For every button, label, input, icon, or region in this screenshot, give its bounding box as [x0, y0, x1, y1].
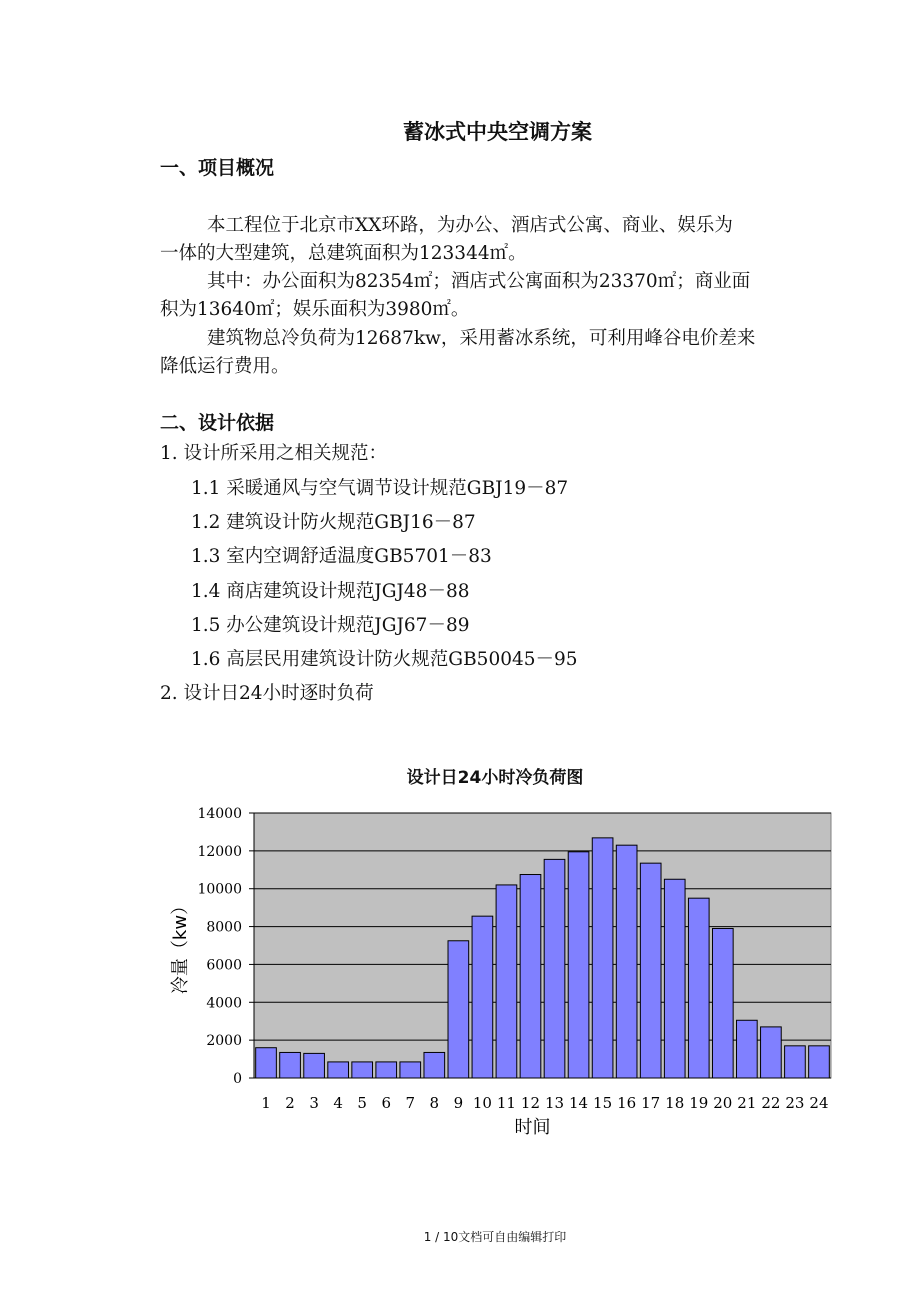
y-tick-label: 8000	[206, 919, 242, 936]
x-tick-label: 9	[453, 1094, 464, 1112]
bar	[376, 1062, 397, 1078]
x-tick-label: 16	[617, 1094, 637, 1112]
page-footer: 1 / 10文档可自由编辑打印	[423, 1230, 567, 1244]
x-tick-label: 6	[381, 1094, 392, 1112]
bar	[761, 1027, 782, 1078]
bar	[496, 885, 517, 1078]
x-tick-label: 2	[285, 1094, 295, 1112]
section-heading-basis: 二、设计依据	[160, 412, 275, 434]
y-tick-label: 12000	[197, 843, 242, 860]
cooling-load-bar-chart	[150, 795, 850, 1150]
y-axis-label: 冷量（kw）	[170, 896, 191, 995]
x-tick-label: 24	[809, 1094, 829, 1112]
x-tick-label: 3	[309, 1094, 319, 1112]
bar	[544, 859, 565, 1078]
list-subitem: 1.5 办公建筑设计规范JGJ67－89	[191, 615, 470, 636]
bar	[400, 1062, 421, 1078]
paragraph-line: 积为13640㎡；娱乐面积为3980㎡。	[160, 299, 470, 320]
bar	[688, 898, 709, 1078]
x-tick-label: 11	[496, 1094, 516, 1112]
bar	[472, 916, 493, 1078]
paragraph-line: 降低运行费用。	[160, 356, 290, 377]
bar	[592, 838, 613, 1078]
bar	[328, 1062, 349, 1078]
x-tick-label: 4	[333, 1094, 343, 1112]
bar	[352, 1062, 373, 1078]
paragraph-line: 本工程位于北京市XX环路，为办公、酒店式公寓、商业、娱乐为	[207, 215, 733, 236]
x-tick-label: 10	[472, 1094, 492, 1112]
list-subitem: 1.4 商店建筑设计规范JGJ48－88	[191, 581, 470, 602]
list-subitem: 1.2 建筑设计防火规范GBJ16－87	[191, 512, 476, 533]
page-title: 蓄冰式中央空调方案	[403, 120, 592, 144]
x-tick-label: 21	[737, 1094, 757, 1112]
section-heading-overview: 一、项目概况	[160, 157, 275, 179]
paragraph-line: 一体的大型建筑，总建筑面积为123344㎡。	[160, 243, 527, 264]
y-tick-label: 10000	[197, 881, 242, 898]
chart-title: 设计日24小时冷负荷图	[406, 768, 584, 788]
list-subitem: 1.6 高层民用建筑设计防火规范GB50045－95	[191, 649, 578, 670]
list-subitem: 1.1 采暖通风与空气调节设计规范GBJ19－87	[191, 478, 569, 499]
bar	[424, 1052, 445, 1078]
x-tick-label: 20	[713, 1094, 733, 1112]
x-tick-label: 22	[761, 1094, 781, 1112]
y-tick-label: 14000	[197, 806, 242, 822]
y-tick-label: 6000	[206, 957, 242, 974]
bar	[568, 852, 589, 1078]
x-tick-label: 5	[357, 1094, 367, 1112]
paragraph-line: 其中：办公面积为82354㎡；酒店式公寓面积为23370㎡；商业面	[207, 271, 751, 292]
x-tick-label: 14	[569, 1094, 589, 1112]
list-item: 2. 设计日24小时逐时负荷	[160, 683, 374, 704]
x-tick-label: 13	[544, 1094, 565, 1112]
bar	[304, 1053, 325, 1078]
x-tick-label: 12	[520, 1094, 541, 1112]
bar	[520, 875, 541, 1078]
x-tick-label: 15	[593, 1094, 613, 1112]
list-item: 1. 设计所采用之相关规范：	[160, 443, 388, 464]
bar	[280, 1052, 301, 1078]
x-axis-label: 时间	[514, 1117, 551, 1138]
bar	[785, 1046, 806, 1078]
bar	[664, 879, 685, 1078]
x-tick-label: 23	[785, 1094, 805, 1112]
bar	[256, 1048, 277, 1078]
bar	[712, 928, 733, 1078]
x-tick-label: 1	[261, 1094, 271, 1112]
x-tick-label: 7	[405, 1094, 416, 1112]
bar	[640, 863, 661, 1078]
bar	[616, 845, 637, 1078]
paragraph-line: 建筑物总冷负荷为12687kw，采用蓄冰系统，可利用峰谷电价差来	[207, 328, 756, 349]
bar	[448, 941, 469, 1078]
y-tick-label: 0	[233, 1071, 242, 1087]
x-tick-label: 17	[641, 1094, 661, 1112]
list-subitem: 1.3 室内空调舒适温度GB5701－83	[191, 546, 492, 567]
x-tick-label: 18	[665, 1094, 685, 1112]
x-tick-label: 8	[429, 1094, 440, 1112]
y-tick-label: 4000	[206, 995, 242, 1012]
x-tick-label: 19	[689, 1094, 709, 1112]
y-tick-label: 2000	[206, 1033, 242, 1050]
bar	[737, 1020, 758, 1078]
bar	[809, 1046, 830, 1078]
